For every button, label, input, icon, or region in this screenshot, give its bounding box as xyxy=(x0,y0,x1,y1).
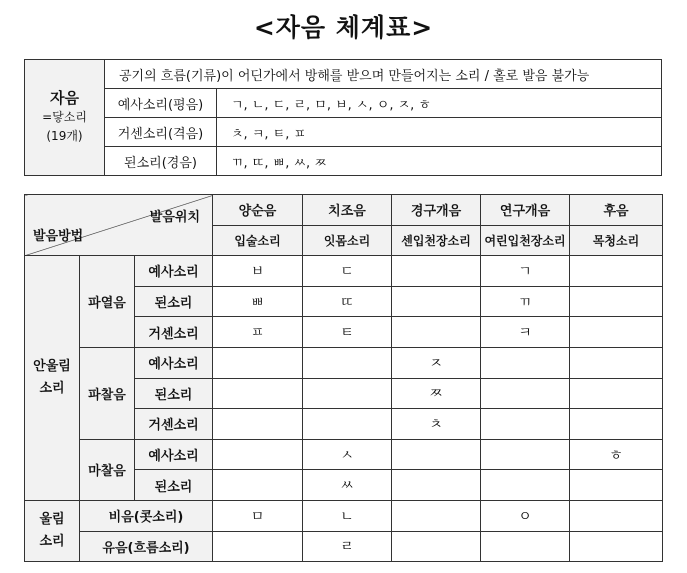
table-cell: ㅃ xyxy=(213,286,303,317)
consonant-description: 공기의 흐름(기류)이 어딘가에서 방해를 받으며 만들어지는 소리 / 홀로 발음 불가능 xyxy=(105,60,662,89)
table-cell xyxy=(570,286,663,317)
table-cell: ㅇ xyxy=(481,500,570,531)
table-cell xyxy=(481,378,570,409)
group-plosive: 파열음 xyxy=(80,256,135,348)
table-cell: ㅍ xyxy=(213,317,303,348)
table-cell: ㄹ xyxy=(303,531,392,562)
row-label: 된소리 xyxy=(135,286,213,317)
consonant-heading-cell xyxy=(25,60,105,176)
table-cell xyxy=(213,531,303,562)
table-cell: ㅊ xyxy=(392,409,481,440)
table-cell xyxy=(392,531,481,562)
table-cell xyxy=(481,409,570,440)
consonant-alias: =닿소리 xyxy=(42,110,87,124)
table-cell xyxy=(303,409,392,440)
group-affricate: 파찰음 xyxy=(80,347,135,439)
row-label: 예사소리 xyxy=(135,439,213,470)
axis-label-place: 발음위치 xyxy=(149,210,201,225)
table-corner-header xyxy=(25,195,213,256)
table-cell xyxy=(392,500,481,531)
column-header: 경구개음 xyxy=(392,195,481,226)
category-value: ㅊ, ㅋ, ㅌ, ㅍ xyxy=(217,118,662,147)
row-label: 된소리 xyxy=(135,470,213,501)
group-sonorant: 울림 소리 xyxy=(25,500,80,561)
column-subheader: 잇몸소리 xyxy=(303,225,392,256)
table-cell xyxy=(392,256,481,287)
page-title: <자음 체계표> xyxy=(253,13,434,42)
category-value: ㄱ, ㄴ, ㄷ, ㄹ, ㅁ, ㅂ, ㅅ, ㅇ, ㅈ, ㅎ xyxy=(217,89,662,118)
row-label: 예사소리 xyxy=(135,256,213,287)
group-fricative: 마찰음 xyxy=(80,439,135,500)
column-header: 치조음 xyxy=(303,195,392,226)
table-cell xyxy=(570,470,663,501)
table-cell: ㄷ xyxy=(303,256,392,287)
group-nonsonorant: 안울림 소리 xyxy=(25,256,80,501)
table-cell: ㄲ xyxy=(481,286,570,317)
table-cell xyxy=(392,286,481,317)
table-cell: ㅋ xyxy=(481,317,570,348)
table-cell xyxy=(213,470,303,501)
table-cell xyxy=(570,317,663,348)
table-cell: ㅌ xyxy=(303,317,392,348)
column-subheader: 센입천장소리 xyxy=(392,225,481,256)
consonant-summary-table xyxy=(24,59,662,176)
table-cell xyxy=(481,470,570,501)
row-label: 예사소리 xyxy=(135,347,213,378)
category-label: 거센소리(격음) xyxy=(105,118,217,147)
axis-label-manner: 발음방법 xyxy=(33,229,84,245)
consonant-heading: 자음 xyxy=(50,89,79,107)
column-subheader: 입술소리 xyxy=(213,225,303,256)
table-cell: ㄴ xyxy=(303,500,392,531)
row-label: 거센소리 xyxy=(135,317,213,348)
table-cell xyxy=(392,439,481,470)
row-label: 비음(콧소리) xyxy=(80,500,213,531)
consonant-system-table xyxy=(24,194,663,562)
table-cell xyxy=(481,347,570,378)
table-cell: ㄸ xyxy=(303,286,392,317)
category-label: 예사소리(평음) xyxy=(105,89,217,118)
table-cell xyxy=(392,317,481,348)
column-header: 연구개음 xyxy=(481,195,570,226)
row-label: 거센소리 xyxy=(135,409,213,440)
column-subheader: 목청소리 xyxy=(570,225,663,256)
column-subheader: 여린입천장소리 xyxy=(481,225,570,256)
table-cell xyxy=(213,347,303,378)
table-cell xyxy=(570,347,663,378)
column-header: 후음 xyxy=(570,195,663,226)
table-cell: ㅎ xyxy=(570,439,663,470)
column-header: 양순음 xyxy=(213,195,303,226)
table-cell: ㄱ xyxy=(481,256,570,287)
table-cell xyxy=(570,500,663,531)
table-cell xyxy=(570,378,663,409)
table-cell xyxy=(481,531,570,562)
table-cell: ㅆ xyxy=(303,470,392,501)
table-cell xyxy=(570,409,663,440)
row-label: 유음(흐름소리) xyxy=(80,531,213,562)
category-value: ㄲ, ㄸ, ㅃ, ㅆ, ㅉ xyxy=(217,147,662,176)
table-cell: ㅈ xyxy=(392,347,481,378)
row-label: 된소리 xyxy=(135,378,213,409)
table-cell xyxy=(303,378,392,409)
table-cell xyxy=(392,470,481,501)
table-cell: ㅂ xyxy=(213,256,303,287)
table-cell xyxy=(570,531,663,562)
table-cell xyxy=(213,378,303,409)
table-cell: ㅁ xyxy=(213,500,303,531)
category-label: 된소리(경음) xyxy=(105,147,217,176)
consonant-count: (19개) xyxy=(46,129,83,143)
table-cell xyxy=(481,439,570,470)
table-cell xyxy=(213,409,303,440)
table-cell xyxy=(303,347,392,378)
table-cell: ㅅ xyxy=(303,439,392,470)
table-cell xyxy=(570,256,663,287)
table-cell: ㅉ xyxy=(392,378,481,409)
table-cell xyxy=(213,439,303,470)
